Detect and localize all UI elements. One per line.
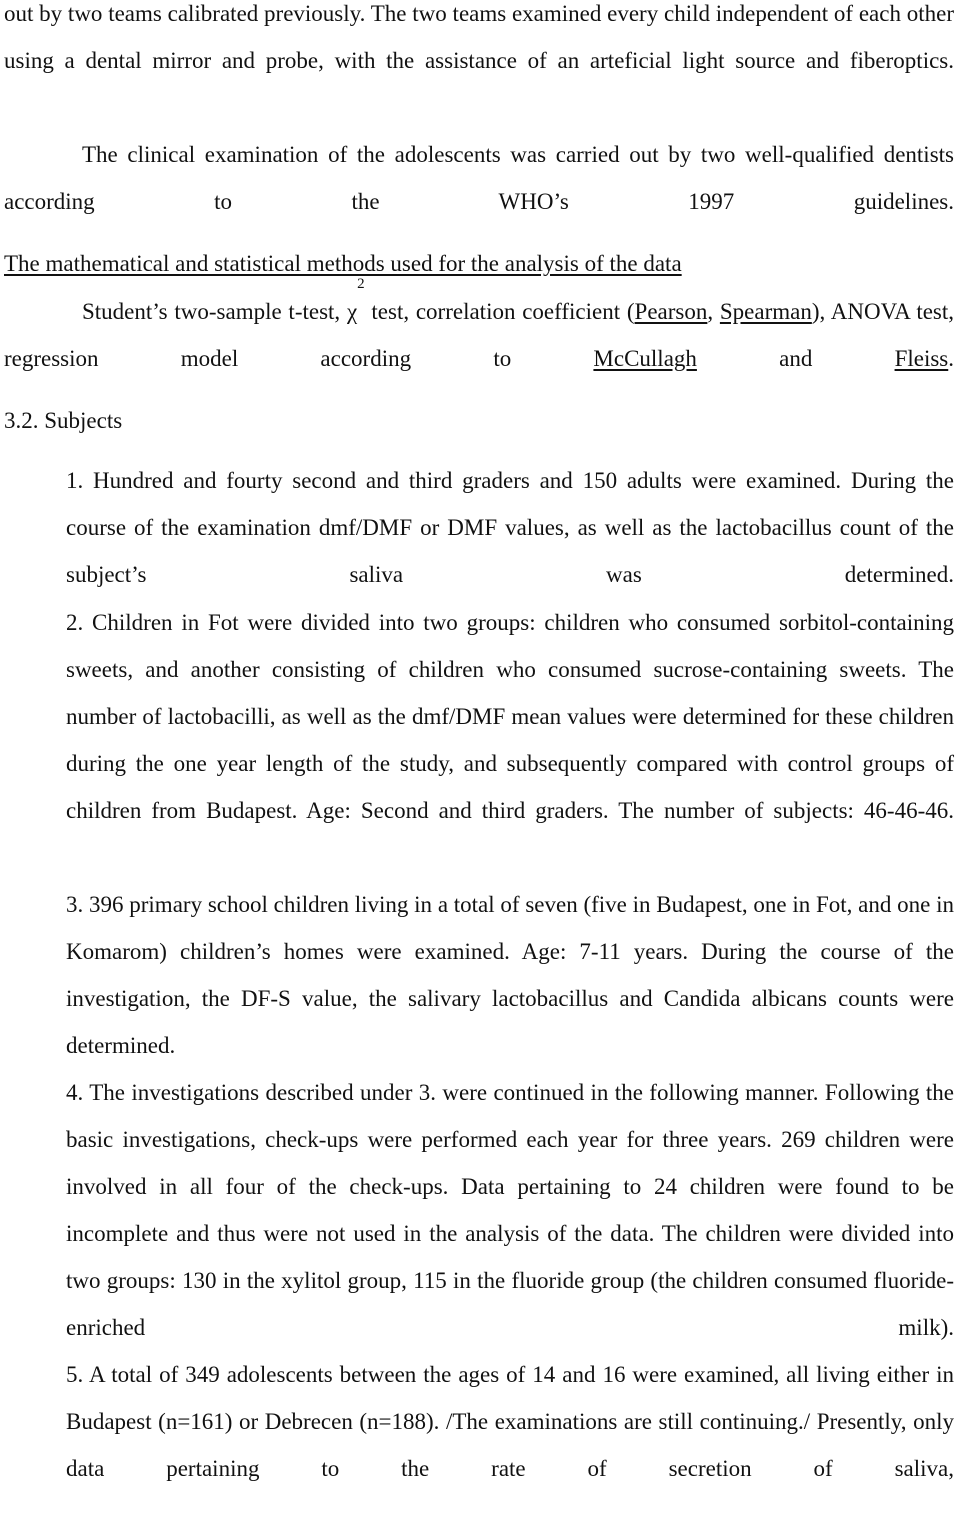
methods-period: .	[948, 346, 954, 371]
methods-and: and	[696, 346, 895, 371]
subject-item-3: 3. 396 primary school children living in a total of seven (five in Budapest, one in Fot, and one in Komarom) children’s homes were examined. Age: 7-11 years. During the course of the investigation, the DF-S value, the salivary lactobacillus and Candida albicans counts were determined.	[66, 892, 954, 1058]
subject-item-5: 5. A total of 349 adolescents between the ages of 14 and 16 were examined, all living either in Budapest (n=161) or Debrecen (n=188). /The examinations are still continuing./ Presently, only data pertaining to the rate of secretion of saliva,	[66, 1362, 954, 1481]
subject-item-4: 4. The investigations described under 3. were continued in the following manner. Following the basic investigations, check-ups were performed each year for three years. 269 children were involved in all four of the check-ups. Data pertaining to 24 children were found to be incomplete and thus were not used in the analysis of the data. The children were divided into two groups: 130 in the xylitol group, 115 in the fluoride group (the children consumed fluoride-enriched milk).	[66, 1080, 954, 1340]
methods-text-1: Student’s two-sample t-test,	[82, 299, 347, 324]
methods-heading: The mathematical and statistical methods used for the analysis of the data	[4, 251, 682, 276]
subject-item-2: 2. Children in Fot were divided into two groups: children who consumed sorbitol-containing sweets, and another consisting of children who consumed sucrose-containing sweets. The number of lactobacilli, as well as the dmf/DMF mean values were determined for these children during the one year length of the study, and subsequently compared with control groups of children from Budapest. Age: Second and third graders. The number of subjects: 46-46-46.	[66, 610, 954, 823]
methods-text-2: test, correlation coefficient (	[364, 299, 635, 324]
pearson-reference: Pearson	[634, 299, 708, 324]
fleiss-reference: Fleiss	[894, 346, 949, 371]
spearman-reference: Spearman	[719, 299, 812, 324]
methods-text-3: ), ANOVA test, regression model according to	[4, 299, 955, 371]
chi-symbol: χ	[346, 299, 358, 324]
methods-separator: ,	[707, 299, 720, 324]
clinical-examination-paragraph: The clinical examination of the adolescents was carried out by two well-qualified dentists according to the WHO’s 1997 guidelines.	[4, 142, 954, 214]
mccullagh-reference: McCullagh	[593, 346, 697, 371]
subject-item-1: 1. Hundred and fourty second and third graders and 150 adults were examined. During the course of the examination dmf/DMF or DMF values, as well as the lactobacillus count of the subject’s saliva was determined.	[66, 468, 954, 587]
intro-paragraph: out by two teams calibrated previously. The two teams examined every child independent of each other using a dental mirror and probe, with the assistance of an arteficial light source and fiberoptics.	[4, 1, 954, 73]
chi-superscript: 2	[357, 276, 365, 292]
subjects-heading: 3.2. Subjects	[4, 408, 123, 433]
methods-paragraph	[4, 276, 955, 429]
